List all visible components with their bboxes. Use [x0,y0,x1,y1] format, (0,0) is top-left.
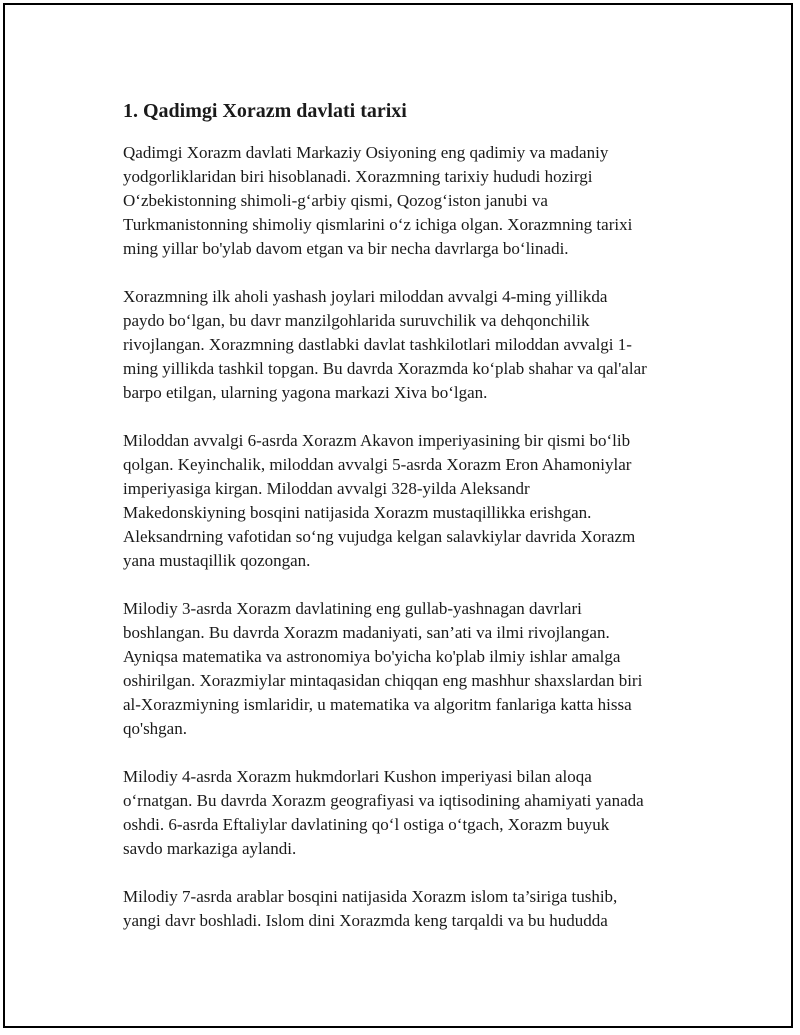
text-line: ming yillar bo'ylab davom etgan va bir necha davrlarga bo‘linadi. [123,239,569,258]
text-line: savdo markaziga aylandi. [123,839,297,858]
text-line: qolgan. Keyinchalik, miloddan avvalgi 5-asrda Xorazm Eron Ahamoniylar [123,455,632,474]
text-line: yangi davr boshladi. Islom dini Xorazmda keng tarqaldi va bu hududda [123,911,608,930]
text-line: oshirilgan. Xorazmiylar mintaqasidan chiqqan eng mashhur shaxslardan biri [123,671,643,690]
text-line: yodgorliklaridan biri hisoblanadi. Xorazmning tarixiy hududi hozirgi [123,167,593,186]
text-line: Milodiy 7-asrda arablar bosqini natijasida Xorazm islom ta’siriga tushib, [123,887,618,906]
text-line: Milodiy 3-asrda Xorazm davlatining eng gullab-yashnagan davrlari [123,599,582,618]
paragraph [123,597,693,741]
section-heading: 1. Qadimgi Xorazm davlati tarixi [123,100,407,122]
paragraph [123,885,693,933]
text-line: Ayniqsa matematika va astronomiya bo'yicha ko'plab ilmiy ishlar amalga [123,647,621,666]
paragraph [123,285,693,405]
page [3,3,793,1028]
text-line: ming yillikda tashkil topgan. Bu davrda Xorazmda ko‘plab shahar va qal'alar [123,359,647,378]
text-line: al-Xorazmiyning ismlaridir, u matematika va algoritm fanlariga katta hissa [123,695,632,714]
text-line: boshlangan. Bu davrda Xorazm madaniyati, san’ati va ilmi rivojlangan. [123,623,610,642]
text-line: Xorazmning ilk aholi yashash joylari miloddan avvalgi 4-ming yillikda [123,287,608,306]
text-line: imperiyasiga kirgan. Miloddan avvalgi 328-yilda Aleksandr [123,479,530,498]
text-line: Miloddan avvalgi 6-asrda Xorazm Akavon imperiyasining bir qismi bo‘lib [123,431,631,450]
text-line: paydo bo‘lgan, bu davr manzilgohlarida suruvchilik va dehqonchilik [123,311,590,330]
text-line: O‘zbekistonning shimoli-g‘arbiy qismi, Qozog‘iston janubi va [123,191,548,210]
text-line: barpo etilgan, ularning yagona markazi Xiva bo‘lgan. [123,383,488,402]
text-line: Aleksandrning vafotidan so‘ng vujudga kelgan salavkiylar davrida Xorazm [123,527,636,546]
text-line: Milodiy 4-asrda Xorazm hukmdorlari Kushon imperiyasi bilan aloqa [123,767,592,786]
text-line: qo'shgan. [123,719,187,738]
paragraph [123,141,693,261]
text-line: oshdi. 6-asrda Eftaliylar davlatining qo‘l ostiga o‘tgach, Xorazm buyuk [123,815,610,834]
text-line: Qadimgi Xorazm davlati Markaziy Osiyoning eng qadimiy va madaniy [123,143,609,162]
text-line: yana mustaqillik qozongan. [123,551,311,570]
paragraph [123,765,693,861]
document-body [123,98,693,957]
text-line: Turkmanistonning shimoliy qismlarini o‘z ichiga olgan. Xorazmning tarixi [123,215,633,234]
text-line: Makedonskiyning bosqini natijasida Xorazm mustaqillikka erishgan. [123,503,592,522]
text-line: rivojlangan. Xorazmning dastlabki davlat tashkilotlari miloddan avvalgi 1- [123,335,632,354]
text-line: o‘rnatgan. Bu davrda Xorazm geografiyasi va iqtisodining ahamiyati yanada [123,791,644,810]
paragraph [123,429,693,573]
